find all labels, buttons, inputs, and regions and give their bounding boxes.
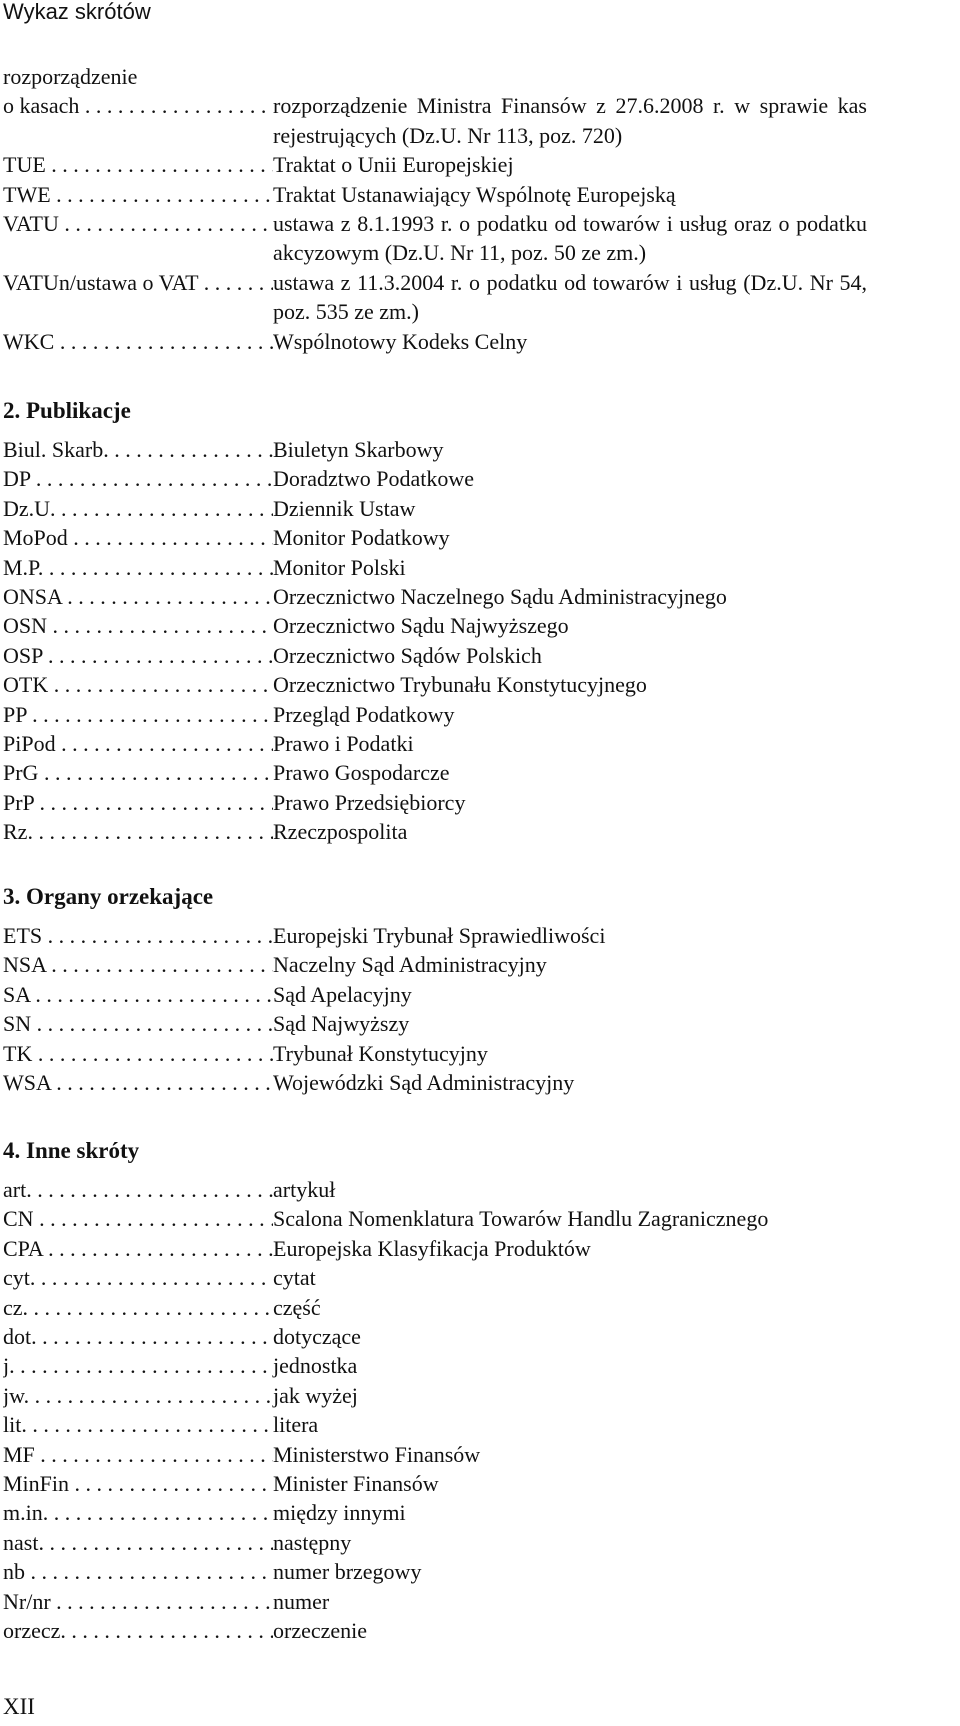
abbreviation-expansion: Ministerstwo Finansów [273,1441,481,1467]
abbreviation-entry [3,1068,903,1097]
abbreviation-entry [3,553,903,582]
abbreviation-expansion: orzeczenie [273,1618,368,1644]
abbreviation-entry [3,523,903,552]
section-publications [3,396,903,847]
abbreviation-expansion: Europejski Trybunał Sprawiedliwości [273,923,606,948]
abbreviation-entry [3,1557,903,1586]
abbreviation-entry [3,1175,903,1204]
abbreviation-entry [3,91,903,150]
abbreviation-term: VATUn/ustawa o VAT . . . [3,268,273,297]
abbreviation-entry [3,327,903,356]
abbreviation-entry [3,788,903,817]
abbreviation-expansion: ustawa z 8.1.1993 r. o podatku od towarów i usług oraz o podatku akcyzowym (Dz.U. Nr 11, poz. 50 ze zm.) [273,211,867,266]
abbreviation-list [3,1175,903,1646]
abbreviation-term: cyt. . . . [3,1263,273,1292]
abbreviation-expansion: Orzecznictwo Naczelnego Sądu Administracyjnego [273,584,727,610]
abbreviation-entry [3,817,903,846]
abbreviation-entry [3,1469,903,1498]
section-other-abbreviations [3,1136,903,1646]
abbreviation-expansion: Europejska Klasyfikacja Produktów [273,1235,591,1261]
abbreviation-term: TWE . . . [3,180,273,209]
abbreviation-term: PiPod . . . [3,729,273,758]
abbreviation-term: M.P. . . . [3,553,273,582]
abbreviation-entry [3,729,903,758]
abbreviation-term: TUE . . . [3,150,273,179]
abbreviation-entry [3,209,903,268]
abbreviation-term: lit. . . . [3,1410,273,1439]
abbreviation-entry [3,980,903,1009]
abbreviation-entry [3,1009,903,1038]
abbreviation-term: CPA . . . [3,1234,273,1263]
abbreviation-entry [3,582,903,611]
abbreviation-term: OSN . . . [3,611,273,640]
abbreviation-expansion: Prawo Przedsiębiorcy [273,789,466,815]
abbreviation-term: Rz. . . . [3,817,273,846]
abbreviation-expansion: Traktat Ustanawiający Wspólnotę Europejską [273,181,676,207]
abbreviation-entry [3,670,903,699]
abbreviation-term: NSA . . . [3,950,273,979]
abbreviation-term: PrG . . . [3,758,273,787]
abbreviation-expansion: Prawo Gospodarcze [273,760,450,786]
abbreviation-term: Nr/nr . . . [3,1587,273,1616]
section-heading: 3. Organy orzekające [3,884,214,909]
abbreviation-expansion: Naczelny Sąd Administracyjny [273,952,547,978]
abbreviation-term: WSA . . . [3,1068,273,1097]
entry-pre-label: rozporządzenie [3,64,138,89]
abbreviation-term: nb . . . [3,1557,273,1586]
abbreviation-expansion: cytat [273,1265,316,1291]
abbreviation-expansion: numer [273,1588,330,1614]
abbreviation-list [3,921,903,1097]
abbreviation-term: m.in. . . . [3,1498,273,1527]
abbreviation-entry [3,1440,903,1469]
abbreviation-term: ETS . . . [3,921,273,950]
abbreviation-term: CN . . . [3,1204,273,1233]
abbreviation-term: SA . . . [3,980,273,1009]
section-heading: 2. Publikacje [3,398,131,423]
abbreviation-term: j. . . . [3,1351,273,1380]
abbreviation-entry [3,921,903,950]
abbreviation-expansion: Traktat o Unii Europejskiej [273,152,514,178]
abbreviation-entry [3,494,903,523]
abbreviation-term: MoPod . . . [3,523,273,552]
abbreviation-entry [3,1039,903,1068]
abbreviation-term: dot. . . . [3,1322,273,1351]
abbreviation-term: jw. . . . [3,1381,273,1410]
abbreviation-expansion: Sąd Najwyższy [273,1011,410,1037]
page-header-title: Wykaz skrótów [3,0,151,24]
abbreviation-term: TK . . . [3,1039,273,1068]
abbreviation-entry [3,1204,903,1233]
abbreviation-term: OSP . . . [3,641,273,670]
abbreviation-term: OTK . . . [3,670,273,699]
abbreviation-term: WKC . . . [3,327,273,356]
abbreviation-term: ONSA . . . [3,582,273,611]
abbreviation-expansion: rozporządzenie Ministra Finansów z 27.6.2008 r. w sprawie kas rejestrujących (Dz.U. Nr 113, poz. 720) [273,93,867,148]
abbreviation-expansion: litera [273,1412,319,1438]
abbreviation-expansion: artykuł [273,1177,336,1202]
abbreviation-expansion: dotyczące [273,1324,361,1350]
abbreviation-term: DP . . . [3,464,273,493]
abbreviation-term: art. . . . [3,1175,273,1204]
abbreviation-term: Biul. Skarb. . . . [3,435,273,464]
section-legal-acts [3,62,903,356]
abbreviation-entry [3,180,903,209]
abbreviation-entry [3,1351,903,1380]
abbreviation-expansion: Rzeczpospolita [273,819,408,845]
abbreviation-expansion: Monitor Podatkowy [273,525,450,551]
abbreviation-expansion: Scalona Nomenklatura Towarów Handlu Zagranicznego [273,1206,769,1232]
abbreviation-entry [3,1587,903,1616]
abbreviation-expansion: Biuletyn Skarbowy [273,437,444,462]
abbreviation-expansion: ustawa z 11.3.2004 r. o podatku od towarów i usług (Dz.U. Nr 54, poz. 535 ze zm.) [273,269,867,325]
abbreviation-term: PrP . . . [3,788,273,817]
abbreviation-expansion: Monitor Polski [273,554,406,580]
abbreviation-expansion: Minister Finansów [273,1471,439,1497]
abbreviation-term: cz. . . . [3,1293,273,1322]
abbreviation-expansion: Prawo i Podatki [273,731,414,757]
abbreviation-expansion: Dziennik Ustaw [273,495,416,521]
abbreviation-entry [3,268,903,327]
abbreviation-expansion: Trybunał Konstytucyjny [273,1040,488,1066]
abbreviation-entry [3,950,903,979]
abbreviation-term: MinFin . . . [3,1469,273,1498]
abbreviation-expansion: Orzecznictwo Trybunału Konstytucyjnego [273,672,647,698]
abbreviation-term: o kasach . . . [3,91,273,120]
abbreviation-entry [3,611,903,640]
abbreviation-term: SN . . . [3,1009,273,1038]
abbreviation-term: PP . . . [3,700,273,729]
abbreviation-entry [3,1498,903,1527]
abbreviation-expansion: Orzecznictwo Sądów Polskich [273,642,542,668]
abbreviation-expansion: Przegląd Podatkowy [273,701,455,727]
abbreviation-entry [3,758,903,787]
abbreviation-expansion: Wspólnotowy Kodeks Celny [273,328,528,354]
abbreviation-entry [3,464,903,493]
abbreviation-entry [3,700,903,729]
abbreviation-expansion: Sąd Apelacyjny [273,981,412,1007]
abbreviation-entry [3,1410,903,1439]
abbreviation-list [3,435,903,847]
section-heading: 4. Inne skróty [3,1138,140,1163]
abbreviation-expansion: część [273,1294,321,1320]
abbreviation-entry [3,1263,903,1292]
section-courts [3,882,903,1097]
abbreviation-entry [3,1234,903,1263]
abbreviation-entry [3,1381,903,1410]
abbreviation-entry [3,641,903,670]
abbreviation-entry [3,435,903,464]
abbreviation-term: orzecz. . . . [3,1616,273,1645]
abbreviation-expansion: następny [273,1529,352,1555]
abbreviation-term: VATU . . . [3,209,273,238]
abbreviation-term: Dz.U. . . . [3,494,273,523]
abbreviation-expansion: między innymi [273,1500,406,1526]
abbreviation-entry [3,1293,903,1322]
abbreviation-expansion: Orzecznictwo Sądu Najwyższego [273,613,569,639]
abbreviation-expansion: jednostka [273,1353,358,1379]
abbreviation-entry [3,1322,903,1351]
abbreviation-expansion: Wojewódzki Sąd Administracyjny [273,1070,575,1096]
abbreviation-entry [3,1528,903,1557]
abbreviation-entry [3,1616,903,1645]
abbreviation-entry [3,150,903,179]
abbreviation-term: nast. . . . [3,1528,273,1557]
abbreviation-term: MF . . . [3,1440,273,1469]
page-number: XII [3,1694,35,1719]
abbreviation-expansion: jak wyżej [273,1382,358,1408]
abbreviation-expansion: Doradztwo Podatkowe [273,466,475,492]
abbreviation-expansion: numer brzegowy [273,1559,422,1585]
